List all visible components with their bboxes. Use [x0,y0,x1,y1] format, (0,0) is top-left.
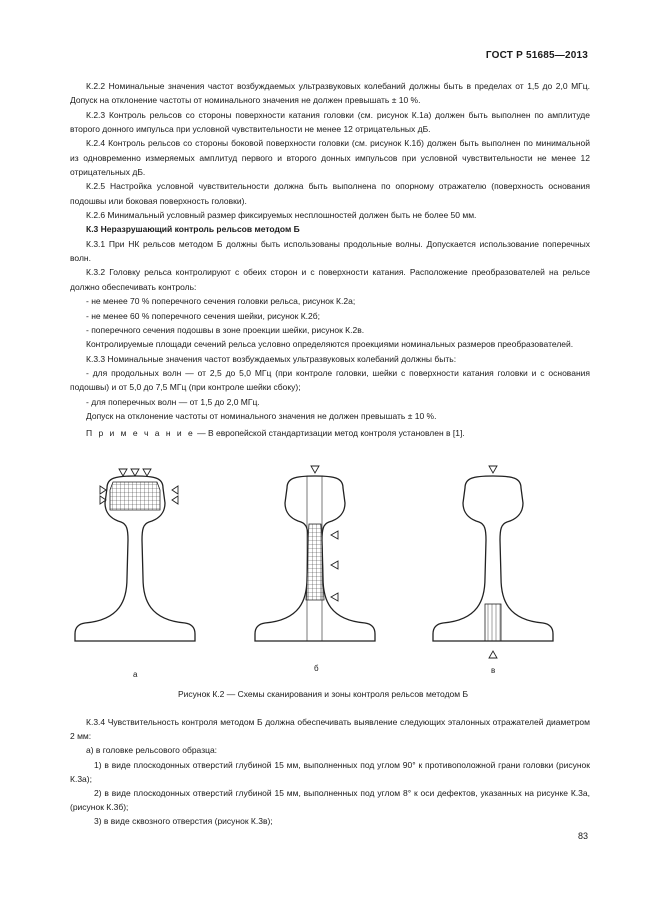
list-item: - не менее 70 % поперечного сечения головки рельса, рисунок К.2а; [86,296,356,307]
figure-label-c: в [491,666,496,675]
body-text [70,79,590,441]
paragraph: Допуск на отклонение частоты от номинального значения не должен превышать ± 10 %. [86,410,437,421]
transducer-icon [489,651,497,658]
transducer-icon [100,486,106,494]
paragraph: К.2.3 Контроль рельсов со стороны поверхности катания головки (см. рисунок К.1а) должен быть выполнен по амплитуде второго донного импульса при условной чувствительности не менее 12 отрицательных дБ. [70,109,590,135]
paragraph: К.2.5 Настройка условной чувствительности должна быть выполнена по опорному отражателю (поверхность основания подошвы или боковая поверхность головки). [70,181,590,206]
paragraph: К.3.2 Головку рельса контролируют с обеих сторон и с поверхности катания. Расположение преобразователей на рельсе должно обеспечивать контроль: [70,267,590,292]
figure-caption: Рисунок К.2 — Схемы сканирования и зоны контроля рельсов методом Б [177,689,469,699]
transducer-icon [143,469,151,476]
transducer-icon [172,486,178,494]
list-item: 1) в виде плоскодонных отверстий глубиной 15 мм, выполненных под углом 90° к противоположной грани головки (рисунок К.3а); [70,759,590,784]
rail-b [255,466,375,641]
rail-a [75,469,195,641]
transducer-icon [331,561,338,569]
figure-k2 [0,460,646,700]
list-item: а) в головке рельсового образца: [86,745,218,756]
note-text: — В европейской стандартизации метод контроля установлен в [1]. [194,428,465,439]
figure-label-b: б [314,664,319,673]
paragraph: Контролируемые площади сечений рельса условно определяются проекциями номинальных размеров преобразователей. [86,339,574,350]
list-item: - поперечного сечения подошвы в зоне проекции шейки, рисунок К.2в. [86,324,365,335]
list-item: 3) в виде сквозного отверстия (рисунок К.3в); [94,816,273,827]
paragraph: К.3.4 Чувствительность контроля методом Б должна обеспечивать выявление следующих эталонных отражателей диаметром 2 мм: [70,717,590,742]
standard-header: ГОСТ Р 51685—2013 [485,50,588,61]
transducer-icon [131,469,139,476]
list-item: 2) в виде плоскодонных отверстий глубиной 15 мм, выполненных под углом 8° к оси дефектов, указанных на рисунке К.3а, (рисунок К.3б); [70,788,590,813]
page-number: 83 [577,831,588,841]
paragraph: К.2.6 Минимальный условный размер фиксируемых несплошностей должен быть не более 50 мм. [86,210,477,221]
transducer-icon [489,466,497,473]
paragraph: К.3.1 При НК рельсов методом Б должны быть использованы продольные волны. Допускается использование поперечных волн. [70,238,590,264]
note-label: П р и м е ч а н и е [86,428,195,439]
body-text-continued [70,715,590,829]
paragraph: К.2.4 Контроль рельсов со стороны боковой поверхности головки (см. рисунок К.1б) должен быть выполнен по минимальной из одновременно измеряемых амплитуд первого и второго донных импульсов при условной чувствительности не менее 12 отрицательных дБ. [70,138,590,178]
list-item: - для поперечных волн — от 1,5 до 2,0 МГц. [86,396,260,407]
paragraph: К.2.2 Номинальные значения частот возбуждаемых ультразвуковых колебаний должны быть в пределах от 1,5 до 2,0 МГц. Допуск на отклонение частоты от номинального значения не должен превышать ± 10 %. [70,81,590,106]
section-heading: К.3 Неразрушающий контроль рельсов методом Б [86,224,300,235]
note [70,426,590,440]
transducer-icon [311,466,319,473]
rail-c [433,466,553,658]
transducer-icon [331,593,338,601]
paragraph: К.3.3 Номинальные значения частот возбуждаемых ультразвуковых колебаний должны быть: [86,353,457,364]
figure-label-a: а [133,670,138,679]
transducer-icon [331,531,338,539]
rail-diagrams [0,460,646,700]
list-item: - для продольных волн — от 2,5 до 5,0 МГц (при контроле головки, шейки с поверхности катания головки и с основания подошвы) и от 5,0 до 7,5 МГц (при контроле шейки сбоку); [70,367,590,393]
transducer-icon [172,496,178,504]
transducer-icon [119,469,127,476]
list-item: - не менее 60 % поперечного сечения шейки, рисунок К.2б; [86,310,320,321]
